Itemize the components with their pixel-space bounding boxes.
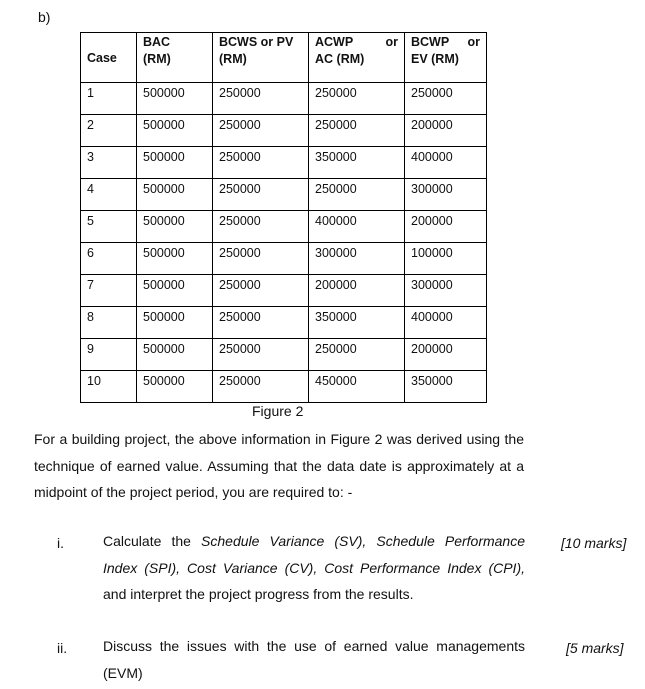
table-cell: 250000 bbox=[309, 115, 405, 147]
table-cell: 200000 bbox=[405, 211, 487, 243]
header-cell: BAC (RM) bbox=[137, 33, 213, 83]
table-cell: 250000 bbox=[213, 115, 309, 147]
table-row bbox=[81, 243, 487, 275]
table-cell: 250000 bbox=[213, 275, 309, 307]
table-cell: 8 bbox=[81, 307, 137, 339]
table-cell: 500000 bbox=[137, 307, 213, 339]
table-cell: 500000 bbox=[137, 371, 213, 403]
table-row bbox=[81, 339, 487, 371]
table-cell: 1 bbox=[81, 83, 137, 115]
part-label: b) bbox=[38, 9, 51, 25]
table-cell: 250000 bbox=[213, 243, 309, 275]
header-cell: BCWP or EV (RM) bbox=[405, 33, 487, 83]
table-cell: 9 bbox=[81, 339, 137, 371]
table-cell: 250000 bbox=[213, 339, 309, 371]
table-row bbox=[81, 275, 487, 307]
table-cell: 200000 bbox=[405, 115, 487, 147]
table-cell: 100000 bbox=[405, 243, 487, 275]
table-cell: 250000 bbox=[213, 307, 309, 339]
question-2-marks: [5 marks] bbox=[566, 640, 624, 656]
question-1-marks: [10 marks] bbox=[561, 535, 627, 551]
table-cell: 6 bbox=[81, 243, 137, 275]
table-cell: 250000 bbox=[405, 83, 487, 115]
header-cell: Case bbox=[81, 33, 137, 83]
table-cell: 4 bbox=[81, 179, 137, 211]
table-cell: 250000 bbox=[309, 339, 405, 371]
question-2-text: Discuss the issues with the use of earned value managements (EVM) bbox=[103, 638, 525, 681]
table-row bbox=[81, 371, 487, 403]
table-cell: 200000 bbox=[405, 339, 487, 371]
table-cell: 400000 bbox=[405, 307, 487, 339]
table-cell: 500000 bbox=[137, 339, 213, 371]
table-cell: 500000 bbox=[137, 83, 213, 115]
intro-paragraph: For a building project, the above information in Figure 2 was derived using the technique of earned value. Assuming that the data date is approximately at a midpoint of the project period, you are required to: - bbox=[34, 431, 524, 500]
table-cell: 250000 bbox=[309, 83, 405, 115]
figure-caption: Figure 2 bbox=[252, 403, 304, 419]
table-row bbox=[81, 307, 487, 339]
table-row bbox=[81, 147, 487, 179]
table-cell: 2 bbox=[81, 115, 137, 147]
table-cell: 200000 bbox=[309, 275, 405, 307]
table-cell: 500000 bbox=[137, 243, 213, 275]
table-cell: 300000 bbox=[405, 275, 487, 307]
table-cell: 300000 bbox=[309, 243, 405, 275]
question-2-numeral: ii. bbox=[57, 640, 68, 656]
table-cell: 500000 bbox=[137, 179, 213, 211]
table-cell: 5 bbox=[81, 211, 137, 243]
table-row bbox=[81, 179, 487, 211]
table-cell: 350000 bbox=[309, 147, 405, 179]
table-header-row bbox=[81, 33, 487, 83]
table-cell: 400000 bbox=[405, 147, 487, 179]
table-cell: 350000 bbox=[405, 371, 487, 403]
table-row bbox=[81, 211, 487, 243]
table-cell: 500000 bbox=[137, 275, 213, 307]
table-cell: 250000 bbox=[309, 179, 405, 211]
table-cell: 300000 bbox=[405, 179, 487, 211]
table-cell: 250000 bbox=[213, 147, 309, 179]
table-cell: 500000 bbox=[137, 147, 213, 179]
table-cell: 250000 bbox=[213, 211, 309, 243]
table-cell: 250000 bbox=[213, 83, 309, 115]
table-cell: 250000 bbox=[213, 371, 309, 403]
table-cell: 400000 bbox=[309, 211, 405, 243]
table-row bbox=[81, 83, 487, 115]
table-cell: 7 bbox=[81, 275, 137, 307]
earned-value-table bbox=[80, 32, 487, 403]
table-cell: 450000 bbox=[309, 371, 405, 403]
table-cell: 350000 bbox=[309, 307, 405, 339]
table-cell: 10 bbox=[81, 371, 137, 403]
table-cell: 500000 bbox=[137, 115, 213, 147]
question-1-text: Calculate the Schedule Variance (SV), Schedule Performance Index (SPI), Cost Variance (CV), Cost Performance Index (CPI), and interpret the project progress from the results. bbox=[103, 533, 525, 602]
table-row bbox=[81, 115, 487, 147]
table-cell: 3 bbox=[81, 147, 137, 179]
question-1-numeral: i. bbox=[57, 535, 64, 551]
header-cell: BCWS or PV (RM) bbox=[213, 33, 309, 83]
table-cell: 250000 bbox=[213, 179, 309, 211]
header-cell: ACWP or AC (RM) bbox=[309, 33, 405, 83]
table-cell: 500000 bbox=[137, 211, 213, 243]
